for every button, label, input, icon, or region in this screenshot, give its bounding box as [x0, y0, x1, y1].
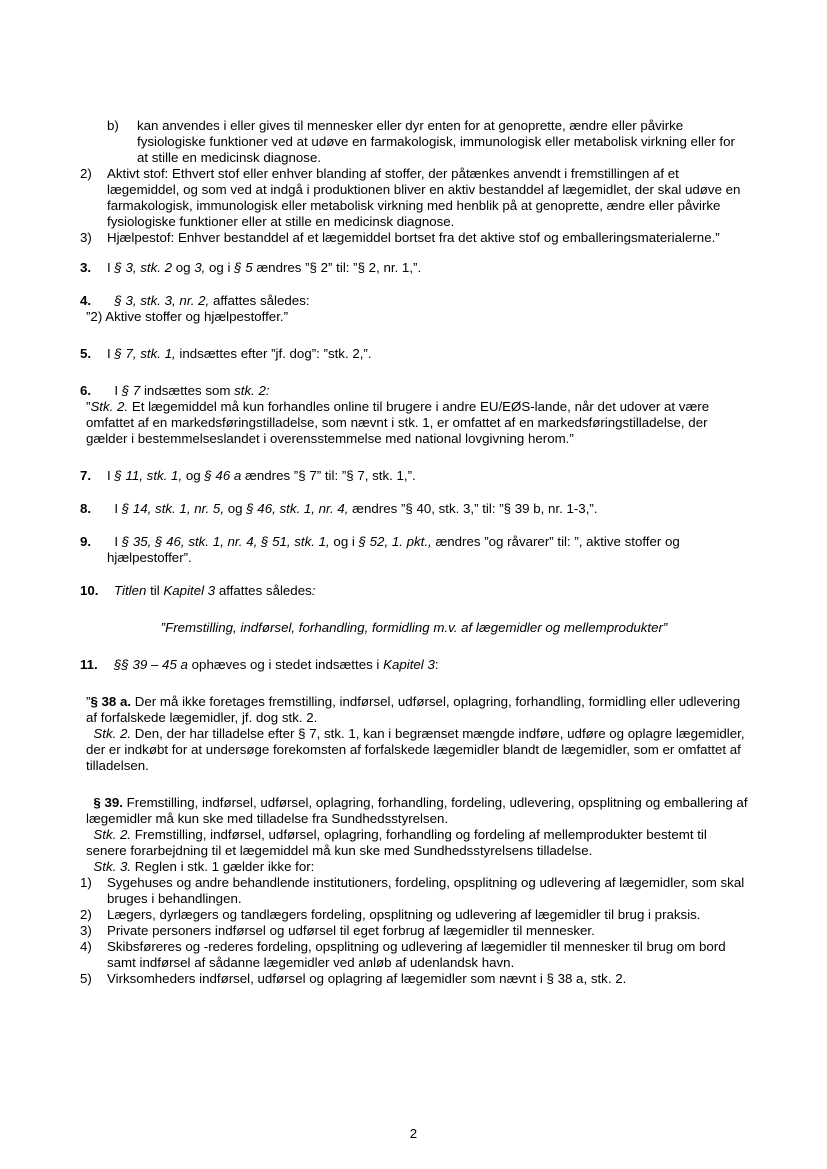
article-4	[80, 293, 748, 325]
article-6-body: ”Stk. 2. Et lægemiddel må kun forhandles online til brugere i andre EU/EØS-lande, når det udover at være omfattet af en markedsføringstilladelse, som nævnt i stk. 1, er omfattet af en markedsføringstilladelse, der gælder i bestemmelseslandet i overensstemmelse med national lovgivning herom.”	[86, 399, 710, 446]
article-text: I § 35, § 46, stk. 1, nr. 4, § 51, stk. 1, og i § 52, 1. pkt., ændres ”og råvarer” til: ”, aktive stoffer og hjælpestoffer”.	[107, 534, 680, 565]
item-label: 3)	[80, 230, 92, 245]
section-38a	[80, 694, 748, 774]
article-7	[80, 468, 748, 484]
article-8	[80, 501, 748, 517]
article-3	[80, 260, 748, 276]
article-number: 4.	[80, 293, 92, 308]
item-label: 4)	[80, 939, 92, 954]
list-item	[80, 971, 748, 987]
article-number: 9.	[80, 534, 92, 549]
list-item-3	[80, 230, 748, 246]
article-text: I § 7 indsættes som stk. 2:	[114, 383, 270, 398]
article-text: I § 11, stk. 1, og § 46 a ændres ”§ 7” til: ”§ 7, stk. 1,”.	[107, 468, 416, 483]
list-item	[80, 907, 748, 923]
article-text: I § 14, stk. 1, nr. 5, og § 46, stk. 1, nr. 4, ændres ”§ 40, stk. 3,” til: ”§ 39 b, nr. 1-3,”.	[114, 501, 598, 516]
item-text: Sygehuses og andre behandlende institutioners, fordeling, opsplitning og udlevering af lægemidler, som skal bruges i behandlingen.	[107, 875, 745, 906]
article-number: 10.	[80, 583, 99, 598]
article-11	[80, 657, 748, 673]
item-text: Private personers indførsel og udførsel til eget forbrug af lægemidler til mennesker.	[107, 923, 595, 938]
list-item	[80, 923, 748, 939]
section-39-stk3: Stk. 3. Reglen i stk. 1 gælder ikke for:	[93, 859, 315, 874]
document-body	[80, 118, 748, 987]
item-text: Lægers, dyrlægers og tandlægers fordeling, opsplitning og udlevering af lægemidler til brug i praksis.	[107, 907, 701, 922]
section-39-text: § 39. Fremstilling, indførsel, udførsel, oplagring, forhandling, fordeling, udlevering, opsplitning og emballering af lægemidler må kun ske med tilladelse fra Sundhedsstyrelsen.	[86, 795, 748, 826]
article-text: I § 3, stk. 2 og 3, og i § 5 ændres ”§ 2” til: ”§ 2, nr. 1,”.	[107, 260, 422, 275]
article-text: §§ 39 – 45 a ophæves og i stedet indsættes i Kapitel 3:	[114, 657, 439, 672]
item-text: Virksomheders indførsel, udførsel og oplagring af lægemidler som nævnt i § 38 a, stk. 2.	[107, 971, 627, 986]
article-number: 8.	[80, 501, 92, 516]
article-9	[80, 534, 748, 566]
chapter-title: ”Fremstilling, indførsel, forhandling, formidling m.v. af lægemidler og mellemprodukter”	[160, 620, 668, 635]
article-number: 6.	[80, 383, 92, 398]
section-39-list	[80, 875, 748, 987]
page-number: 2	[409, 1126, 418, 1141]
item-text: Aktivt stof: Ethvert stof eller enhver blanding af stoffer, der påtænkes anvendt i fremstillingen af et lægemiddel, og som ved at indgå i produktionen bliver en aktiv bestanddel af lægemidlet, der skal udøve en farmakologisk, immunologisk eller metabolisk virkning med henblik på at genoprette, ændre eller påvirke fysiologiske funktioner eller at stille en medicinsk diagnose.	[107, 166, 741, 229]
list-item-b	[80, 118, 748, 166]
article-4-quote: ”2) Aktive stoffer og hjælpestoffer.”	[86, 309, 289, 324]
article-10	[80, 583, 748, 599]
article-number: 11.	[80, 657, 98, 672]
list-item	[80, 875, 748, 907]
list-item-2	[80, 166, 748, 230]
article-number: 5.	[80, 346, 92, 361]
item-label: 1)	[80, 875, 92, 890]
section-38a-text: ”§ 38 a. Der må ikke foretages fremstilling, indførsel, udførsel, oplagring, forhandling, formidling eller udlevering af forfalskede lægemidler, jf. dog stk. 2.	[86, 694, 741, 725]
article-text: § 3, stk. 3, nr. 2, affattes således:	[114, 293, 310, 308]
article-text: Titlen til Kapitel 3 affattes således:	[114, 583, 316, 598]
article-6	[80, 383, 748, 447]
item-label: 2)	[80, 166, 92, 181]
section-39	[80, 795, 748, 875]
item-label: b)	[107, 118, 119, 133]
section-39-stk2: Stk. 2. Fremstilling, indførsel, udførsel, oplagring, forhandling og fordeling af mellemprodukter bestemt til senere forarbejdning til et lægemiddel må kun ske med Sundhedsstyrelsens tilladelse.	[86, 827, 707, 858]
item-text: Skibsføreres og -rederes fordeling, opsplitning og udlevering af lægemidler til mennesker til brug om bord samt indførsel af sådanne lægemidler ved anløb af udenlandsk havn.	[107, 939, 726, 970]
section-38a-stk2: Stk. 2. Den, der har tilladelse efter § 7, stk. 1, kan i begrænset mængde indføre, udføre og oplagre lægemidler, der er indkøbt for at undersøge forekomsten af forfalskede lægemidler blandt de lægemidler, som er omfattet af tilladelsen.	[86, 726, 745, 773]
article-number: 7.	[80, 468, 92, 483]
item-label: 2)	[80, 907, 92, 922]
article-text: I § 7, stk. 1, indsættes efter ”jf. dog”: ”stk. 2,”.	[107, 346, 372, 361]
article-5	[80, 346, 748, 362]
item-text: Hjælpestof: Enhver bestanddel af et lægemiddel bortset fra det aktive stof og emballeringsmaterialerne.”	[107, 230, 720, 245]
list-item	[80, 939, 748, 971]
item-text: kan anvendes i eller gives til mennesker eller dyr enten for at genoprette, ændre eller påvirke fysiologiske funktioner ved at udøve en farmakologisk, immunologisk eller metabolisk virkning eller for at stille en medicinsk diagnose.	[137, 118, 735, 165]
article-number: 3.	[80, 260, 92, 275]
item-label: 5)	[80, 971, 92, 986]
item-label: 3)	[80, 923, 92, 938]
